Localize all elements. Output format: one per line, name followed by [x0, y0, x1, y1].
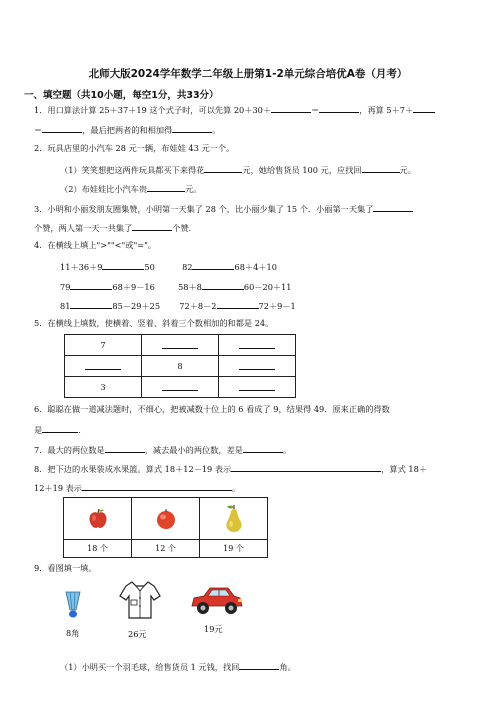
q4-row2: 79 68＋9－16 58＋8 60－20＋11 — [60, 282, 292, 292]
answer-blank[interactable] — [42, 123, 82, 133]
shirt-icon — [118, 578, 162, 622]
shuttlecock-icon — [58, 586, 88, 622]
fruit-table — [63, 497, 268, 558]
answer-blank[interactable] — [231, 462, 381, 472]
page-title: 北师大版2024学年数学二年级上册第1-2单元综合培优A卷（月考） — [88, 68, 408, 80]
answer-blank[interactable] — [239, 660, 279, 670]
answer-blank[interactable] — [362, 163, 400, 173]
q8-line1: 8．把下边的水果装成水果篮。算式 18＋12－19 表示 ，算式 18＋ — [34, 464, 428, 474]
grid-cell[interactable] — [219, 377, 296, 398]
fruit-count: 12 个 — [132, 540, 200, 558]
grid-cell[interactable] — [65, 356, 142, 377]
q7-line: 7．最大的两位数是 ，减去最小的两位数，差是 。 — [34, 445, 292, 455]
answer-blank[interactable] — [132, 221, 172, 231]
toy-car-icon — [188, 584, 244, 618]
q4-line1: 4．在横线上填上">""<"或"="。 — [34, 240, 157, 250]
q3-line1: 3．小明和小丽发朋友圈集赞，小明第一天集了 28 个，比小丽少集了 15 个．小丽第一天集了 — [34, 202, 413, 215]
q6-line1: 6．聪聪在做一道减法题时，不细心，把被减数十位上的 6 看成了 9，结果得 49．原来正确的得数 — [34, 404, 390, 414]
answer-blank[interactable] — [147, 182, 185, 192]
price-label: 8角 — [66, 628, 80, 638]
q1-line1: 1．用口算法计算 25＋37＋19 这个式子时，可以先算 20＋30＋ ＝ ，再算 5＋7＋ — [34, 103, 435, 116]
section-heading: 一、填空题（共10小题，每空1分，共33分） — [24, 90, 219, 101]
answer-blank[interactable] — [319, 103, 359, 113]
q6-line2: 是 . — [34, 425, 81, 435]
compare-blank[interactable] — [70, 299, 112, 309]
grid-cell[interactable] — [142, 335, 219, 356]
q5-line1: 5．在横线上填数，使横着、竖着、斜着三个数相加的和都是 24。 — [34, 318, 274, 328]
answer-blank[interactable] — [373, 202, 413, 212]
q2-line3: （2）布娃娃比小汽车贵 元。 — [60, 184, 202, 194]
answer-blank[interactable] — [204, 163, 242, 173]
grid-cell: 8 — [142, 356, 219, 377]
shuttlecock-item — [58, 586, 88, 638]
answer-blank[interactable] — [243, 443, 283, 453]
pear-icon — [221, 504, 247, 534]
answer-blank[interactable] — [172, 123, 212, 133]
q1-line2: ＝ ，最后把两者的和相加得 。 — [34, 125, 221, 135]
answer-blank[interactable] — [413, 103, 435, 113]
compare-blank[interactable] — [102, 260, 144, 270]
magic-square-grid — [64, 334, 296, 398]
compare-blank[interactable] — [192, 260, 234, 270]
apple-cell — [64, 498, 132, 540]
apple-icon — [154, 507, 178, 531]
toy-car-item — [188, 584, 244, 634]
fruit-count: 18 个 — [64, 540, 132, 558]
q4-row3: 81 85－29＋25 72＋8－2 72＋9－1 — [60, 301, 296, 311]
q8-line2: 12＋19 表示 。 — [34, 483, 241, 493]
answer-blank[interactable] — [105, 443, 145, 453]
q3-line2: 个赞，两人第一天一共集了 个赞． — [34, 223, 197, 233]
grid-cell: 7 — [65, 335, 142, 356]
compare-blank[interactable] — [217, 299, 259, 309]
apple-icon — [86, 507, 110, 531]
grid-cell[interactable] — [219, 335, 296, 356]
compare-blank[interactable] — [70, 280, 112, 290]
pear-cell — [200, 498, 268, 540]
q9-line2: （1）小明买一个羽毛球，给售货员 1 元钱，找回 角。 — [60, 662, 296, 672]
shirt-item — [118, 578, 162, 639]
q4-row1: 11＋36＋9 50 82 68＋4＋10 — [60, 262, 277, 272]
apple-cell — [132, 498, 200, 540]
fruit-count: 19 个 — [200, 540, 268, 558]
grid-cell[interactable] — [219, 356, 296, 377]
q2-line2: （1）笑笑想把这两件玩具都买下来得花 元，她给售货员 100 元，应找回 元。 — [60, 165, 416, 175]
price-label: 19元 — [204, 624, 223, 634]
q9-line1: 9．看图填一填。 — [34, 563, 97, 573]
grid-cell: 3 — [65, 377, 142, 398]
q2-line1: 2．玩具店里的小汽车 28 元一辆，布娃娃 43 元一个。 — [34, 143, 235, 153]
answer-blank[interactable] — [42, 423, 78, 433]
compare-blank[interactable] — [202, 280, 244, 290]
grid-cell[interactable] — [142, 377, 219, 398]
price-label: 26元 — [128, 629, 147, 639]
answer-blank[interactable] — [271, 103, 311, 113]
answer-blank[interactable] — [82, 481, 232, 491]
